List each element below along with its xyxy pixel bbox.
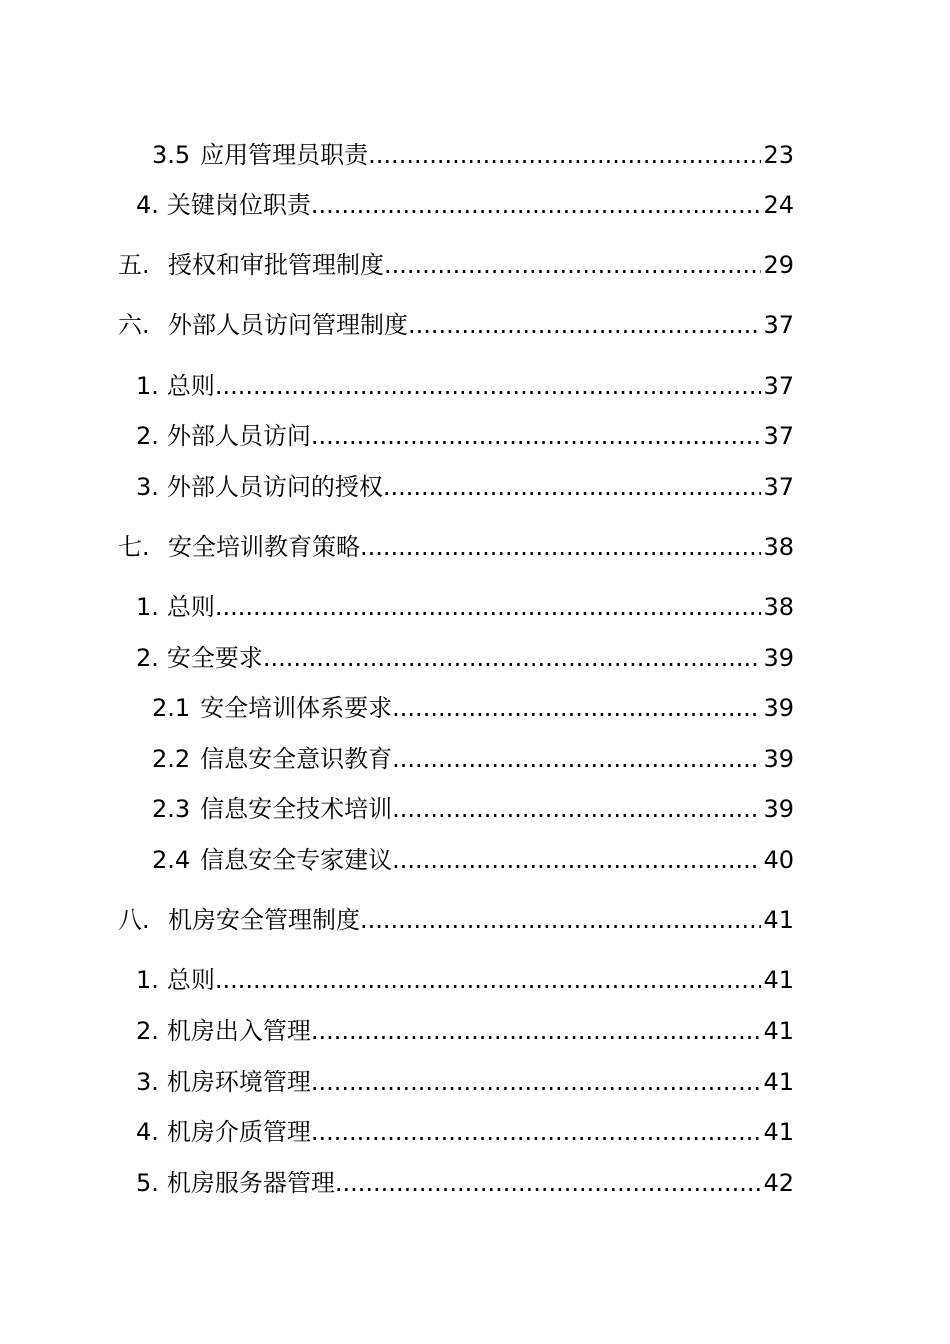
toc-page-number: 37 xyxy=(763,422,794,450)
toc-title: 机房介质管理 xyxy=(166,1118,311,1146)
toc-title: 外部人员访问的授权 xyxy=(166,473,383,501)
toc-title: 安全培训体系要求 xyxy=(200,694,393,722)
toc-entry-7-2[interactable] xyxy=(136,641,794,675)
toc-leader-dots xyxy=(215,963,762,997)
toc-title: 机房环境管理 xyxy=(166,1068,311,1096)
toc-title: 机房出入管理 xyxy=(166,1017,311,1045)
toc-entry-4[interactable] xyxy=(136,188,794,222)
toc-entry-7-1[interactable] xyxy=(136,590,794,624)
toc-title: 关键岗位职责 xyxy=(166,191,311,219)
toc-title: 外部人员访问管理制度 xyxy=(168,311,408,339)
toc-page-number: 41 xyxy=(763,1118,794,1146)
toc-entry-8-1[interactable] xyxy=(136,963,794,997)
toc-leader-dots xyxy=(392,691,761,725)
toc-leader-dots xyxy=(263,641,762,675)
toc-leader-dots xyxy=(368,138,761,172)
toc-leader-dots xyxy=(215,590,762,624)
toc-number: 1. xyxy=(136,593,159,621)
toc-page-number: 38 xyxy=(763,593,794,621)
toc-page-number: 42 xyxy=(763,1169,794,1197)
toc-title: 应用管理员职责 xyxy=(200,141,369,169)
toc-leader-dots xyxy=(311,419,762,453)
toc-leader-dots xyxy=(311,1014,762,1048)
toc-page-number: 39 xyxy=(763,694,794,722)
toc-page-number: 29 xyxy=(763,251,794,279)
toc-title: 授权和审批管理制度 xyxy=(168,251,384,279)
toc-title: 安全培训教育策略 xyxy=(168,533,360,561)
toc-page-number: 40 xyxy=(763,846,794,874)
toc-number: 八. xyxy=(118,906,150,934)
toc-title: 信息安全技术培训 xyxy=(200,795,393,823)
toc-number: 5. xyxy=(136,1169,159,1197)
toc-entry-3-5[interactable] xyxy=(152,138,794,172)
toc-number: 2.2 xyxy=(152,745,191,773)
toc-entry-6-3[interactable] xyxy=(136,470,794,504)
toc-leader-dots xyxy=(408,308,761,342)
toc-page-number: 23 xyxy=(763,141,794,169)
toc-leader-dots xyxy=(311,1115,762,1149)
toc-page-number: 39 xyxy=(763,644,794,672)
toc-leader-dots xyxy=(392,792,761,826)
toc-leader-dots xyxy=(384,248,761,282)
toc-entry-7-2-3[interactable] xyxy=(152,792,794,826)
toc-number: 1. xyxy=(136,372,159,400)
toc-title: 总则 xyxy=(166,372,215,400)
toc-entry-6-2[interactable] xyxy=(136,419,794,453)
toc-title: 外部人员访问 xyxy=(166,422,311,450)
toc-leader-dots xyxy=(311,1065,762,1099)
toc-entry-7-2-1[interactable] xyxy=(152,691,794,725)
toc-number: 4. xyxy=(136,191,159,219)
toc-title: 机房服务器管理 xyxy=(166,1169,335,1197)
toc-leader-dots xyxy=(383,470,762,504)
toc-number: 五. xyxy=(118,251,150,279)
toc-number: 2.3 xyxy=(152,795,191,823)
toc-leader-dots xyxy=(215,369,762,403)
toc-chapter-5[interactable] xyxy=(118,248,794,282)
toc-entry-8-4[interactable] xyxy=(136,1115,794,1149)
toc-page-number: 37 xyxy=(763,311,794,339)
toc-leader-dots xyxy=(311,188,762,222)
toc-number: 2.4 xyxy=(152,846,191,874)
toc-entry-6-1[interactable] xyxy=(136,369,794,403)
toc-page-number: 41 xyxy=(763,966,794,994)
toc-number: 2.1 xyxy=(152,694,191,722)
toc-page-number: 37 xyxy=(763,372,794,400)
toc-entry-7-2-2[interactable] xyxy=(152,742,794,776)
toc-number: 2. xyxy=(136,422,159,450)
toc-title: 总则 xyxy=(166,593,215,621)
toc-entry-8-3[interactable] xyxy=(136,1065,794,1099)
toc-entry-7-2-4[interactable] xyxy=(152,843,794,877)
toc-entry-8-5[interactable] xyxy=(136,1166,794,1200)
toc-number: 2. xyxy=(136,1017,159,1045)
toc-number: 3. xyxy=(136,1068,159,1096)
toc-leader-dots xyxy=(392,742,761,776)
toc-page-number: 37 xyxy=(763,473,794,501)
toc-page-number: 41 xyxy=(763,1017,794,1045)
toc-title: 安全要求 xyxy=(166,644,263,672)
toc-title: 总则 xyxy=(166,966,215,994)
toc-leader-dots xyxy=(335,1166,762,1200)
toc-number: 六. xyxy=(118,311,150,339)
toc-number: 七. xyxy=(118,533,150,561)
toc-number: 3.5 xyxy=(152,141,191,169)
toc-title: 机房安全管理制度 xyxy=(168,906,360,934)
toc-leader-dots xyxy=(360,530,761,564)
toc-number: 4. xyxy=(136,1118,159,1146)
toc-page-number: 24 xyxy=(763,191,794,219)
toc-chapter-8[interactable] xyxy=(118,903,794,937)
toc-number: 3. xyxy=(136,473,159,501)
toc-leader-dots xyxy=(360,903,761,937)
toc-number: 2. xyxy=(136,644,159,672)
toc-page-number: 38 xyxy=(763,533,794,561)
toc-leader-dots xyxy=(392,843,761,877)
toc-page-number: 41 xyxy=(763,1068,794,1096)
toc-number: 1. xyxy=(136,966,159,994)
toc-title: 信息安全意识教育 xyxy=(200,745,393,773)
toc-title: 信息安全专家建议 xyxy=(200,846,393,874)
toc-chapter-6[interactable] xyxy=(118,308,794,342)
toc-page-number: 41 xyxy=(763,906,794,934)
toc-page-number: 39 xyxy=(763,745,794,773)
toc-page-number: 39 xyxy=(763,795,794,823)
toc-entry-8-2[interactable] xyxy=(136,1014,794,1048)
toc-chapter-7[interactable] xyxy=(118,530,794,564)
